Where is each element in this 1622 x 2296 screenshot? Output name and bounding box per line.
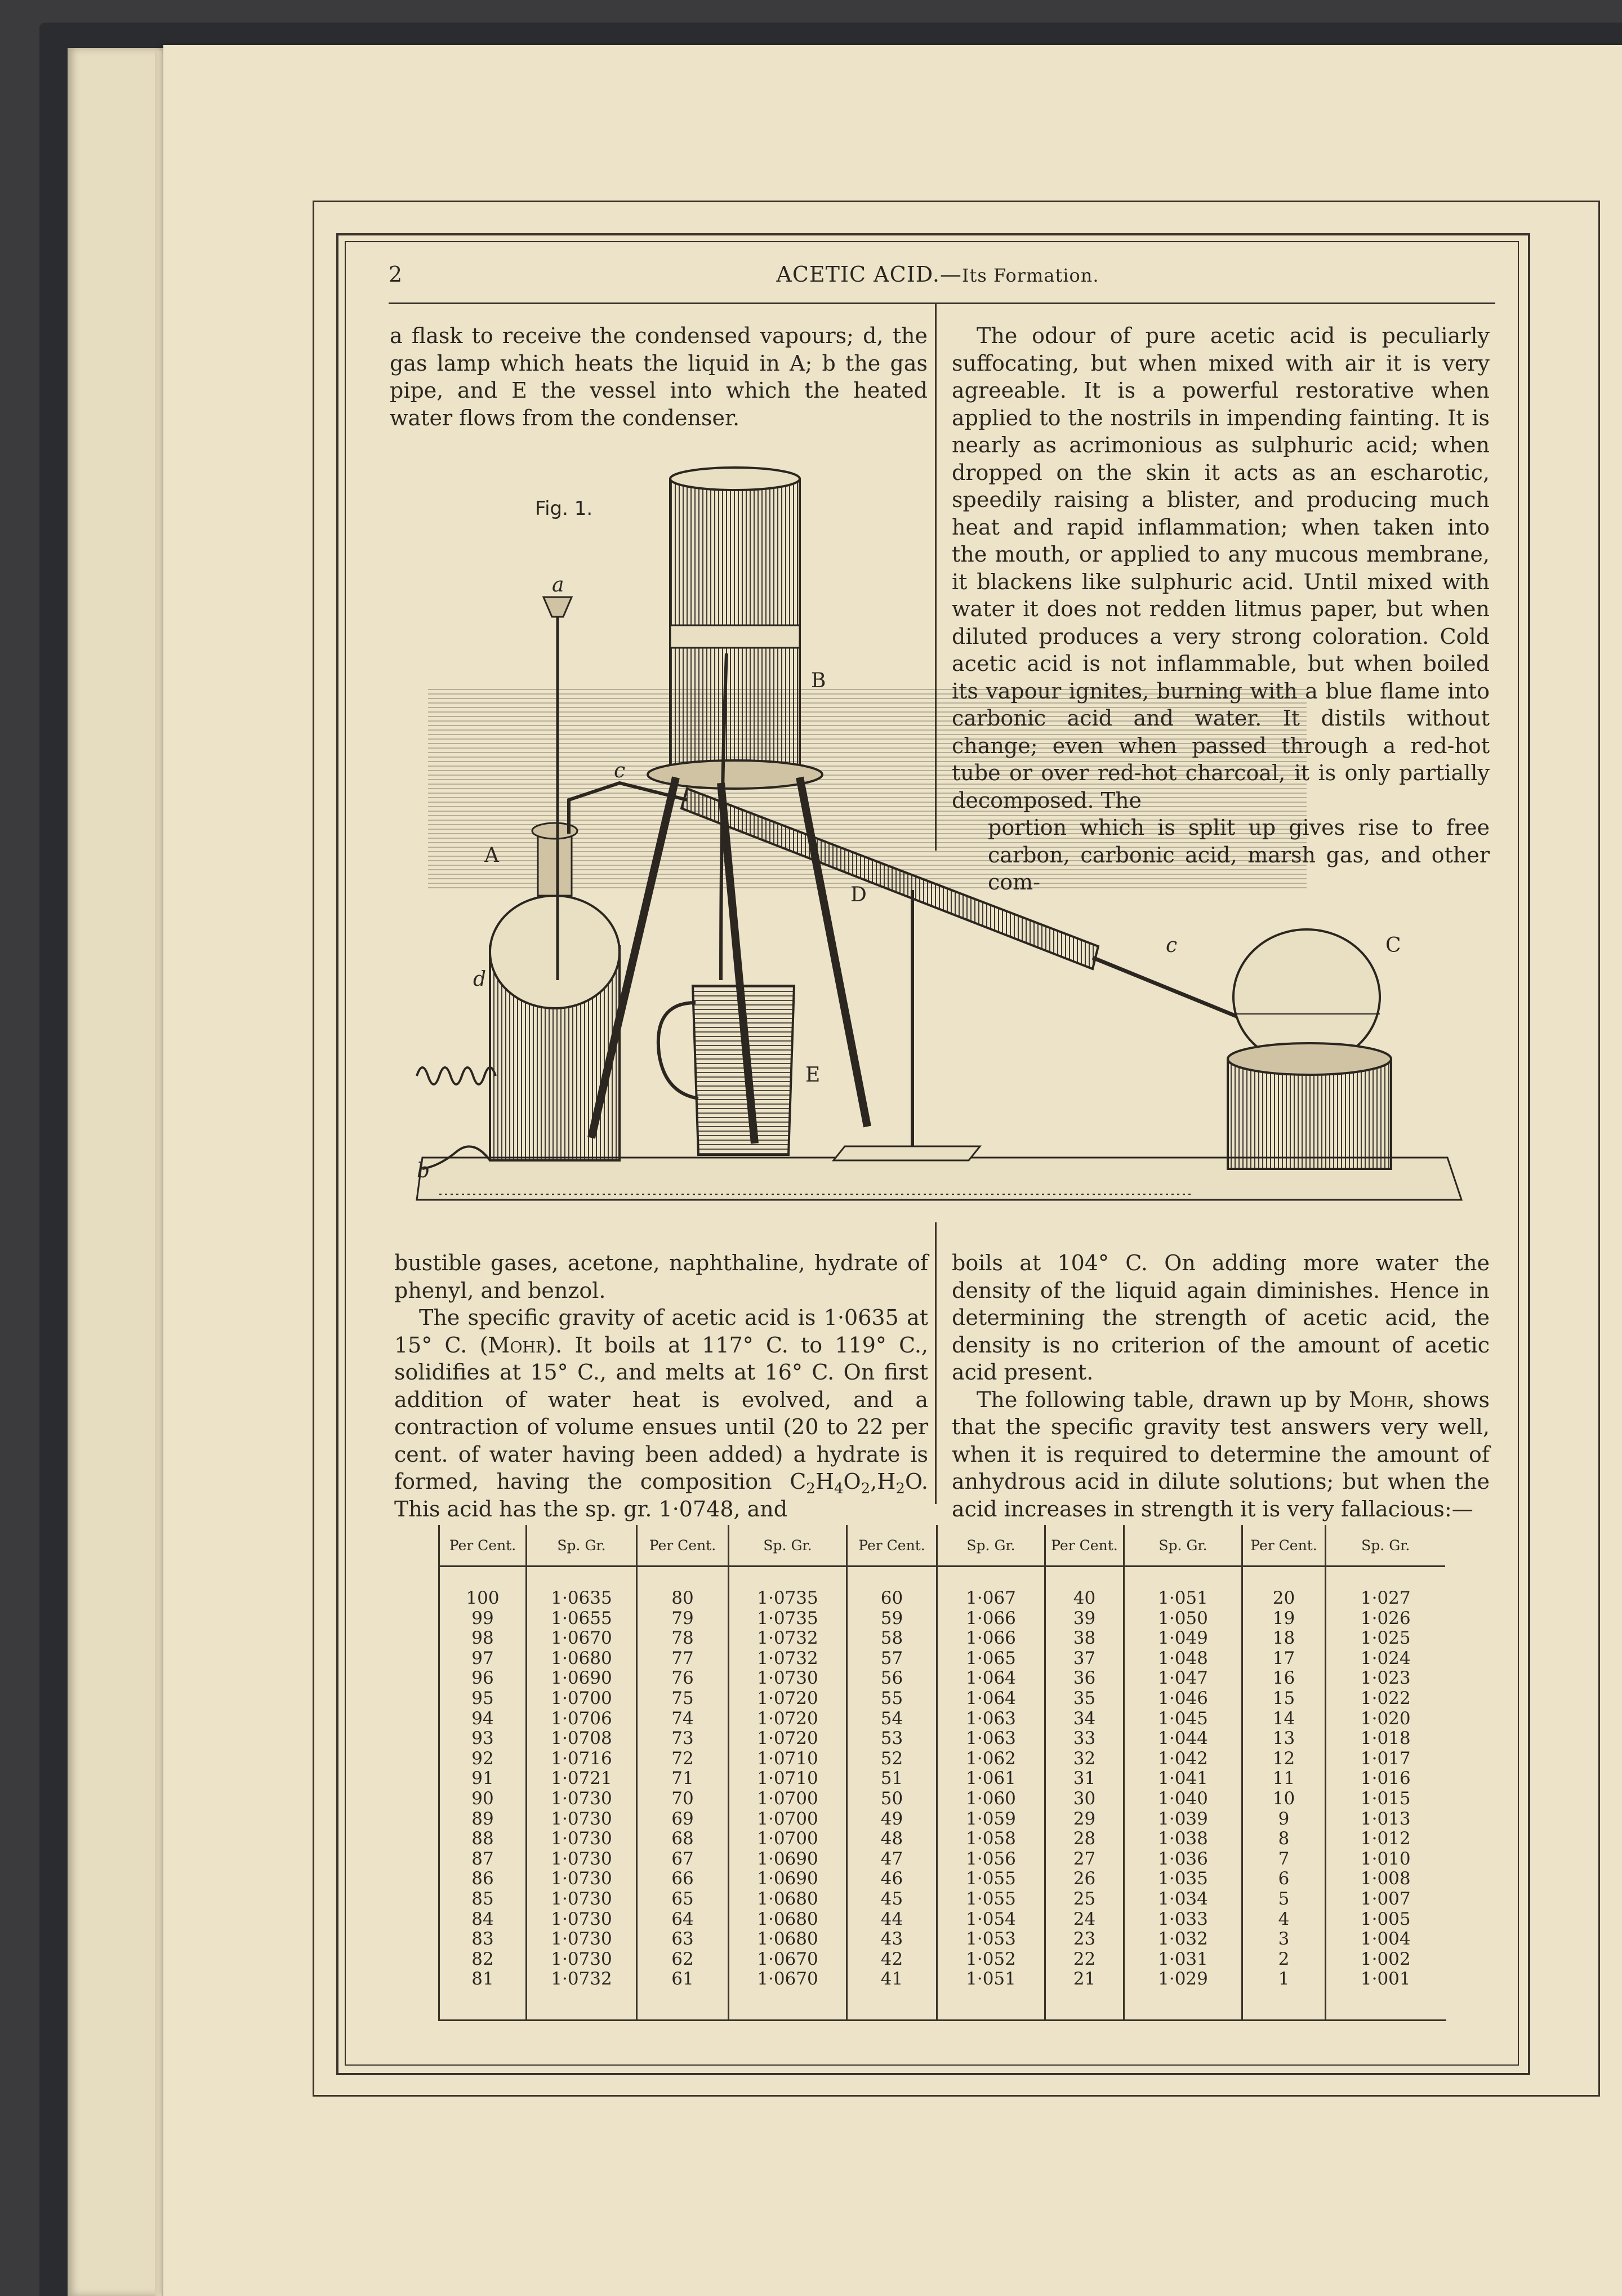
percent-cell: 91 <box>471 1768 494 1789</box>
percent-cell: 71 <box>671 1768 694 1789</box>
percent-cell: 49 <box>880 1808 903 1829</box>
percent-cell: 24 <box>1073 1908 1096 1929</box>
sp-gr-cell: 1·062 <box>966 1748 1016 1769</box>
sp-gr-cell: 1·055 <box>966 1888 1016 1909</box>
percent-cell: 87 <box>471 1848 494 1869</box>
percent-cell: 51 <box>880 1768 903 1789</box>
col-header: Per Cent. <box>847 1525 937 1567</box>
col-header: Sp. Gr. <box>937 1525 1045 1567</box>
paragraph: a flask to receive the condensed vapours; d, the gas lamp which heats the liquid in A; b the gas pipe, and E the vessel into which the heated water flows from the condenser. <box>390 323 928 430</box>
label-c2: c <box>1166 934 1178 957</box>
col-header: Per Cent. <box>1242 1525 1326 1567</box>
sp-gr-cell: 1·0700 <box>551 1688 612 1708</box>
title-main: ACETIC ACID.— <box>776 262 962 287</box>
percent-cell: 100 <box>466 1588 500 1608</box>
sp-gr-cell: 1·066 <box>966 1608 1016 1628</box>
sp-gr-cell: 1·054 <box>966 1908 1016 1929</box>
sp-gr-cell: 1·015 <box>1360 1788 1411 1809</box>
specific-gravity-table <box>438 1525 1444 2021</box>
percent-cell: 78 <box>671 1628 694 1649</box>
percent-cell: 31 <box>1073 1768 1096 1789</box>
percent-cell: 6 <box>1278 1868 1290 1889</box>
percent-cell: 79 <box>671 1608 694 1628</box>
percent-cell: 12 <box>1272 1748 1295 1769</box>
percent-cell: 88 <box>471 1828 494 1849</box>
percent-cell: 69 <box>671 1808 694 1829</box>
sp-gr-cell: 1·008 <box>1360 1868 1411 1889</box>
percent-cell: 80 <box>671 1588 694 1608</box>
percent-cell: 17 <box>1272 1648 1295 1668</box>
percent-cell: 68 <box>671 1828 694 1849</box>
percent-cell: 63 <box>671 1929 694 1950</box>
sp-gr-cell: 1·010 <box>1360 1848 1411 1869</box>
percent-cell: 8 <box>1278 1828 1290 1849</box>
sp-gr-cell: 1·042 <box>1158 1748 1208 1769</box>
percent-cell: 30 <box>1073 1788 1096 1809</box>
top-left-text <box>390 322 928 431</box>
sp-gr-cell: 1·035 <box>1158 1868 1208 1889</box>
percent-cell: 54 <box>880 1708 903 1729</box>
percent-cell: 93 <box>471 1728 494 1749</box>
sp-gr-cell: 1·067 <box>966 1588 1016 1608</box>
sp-gr-cell: 1·0708 <box>551 1728 612 1749</box>
sp-gr-cell: 1·005 <box>1360 1908 1411 1929</box>
sp-gr-cell: 1·0720 <box>757 1728 818 1749</box>
percent-cell: 95 <box>471 1688 494 1708</box>
author-mohr: Mohr <box>488 1332 547 1358</box>
sp-gr-cell: 1·052 <box>966 1948 1016 1969</box>
percent-cell: 84 <box>471 1908 494 1929</box>
percent-cell: 16 <box>1272 1668 1295 1689</box>
percent-cell: 41 <box>880 1969 903 1990</box>
percent-cell: 52 <box>880 1748 903 1769</box>
table-row <box>439 1567 1445 2021</box>
percent-cell: 38 <box>1073 1628 1096 1649</box>
percent-cell: 89 <box>471 1808 494 1829</box>
sp-gr-cell: 1·0730 <box>551 1908 612 1929</box>
sp-gr-cell: 1·013 <box>1360 1808 1411 1829</box>
sp-gr-cell: 1·032 <box>1158 1929 1208 1950</box>
sp-gr-cell: 1·0732 <box>551 1969 612 1990</box>
sp-gr-cell: 1·059 <box>966 1808 1016 1829</box>
jug-E <box>693 986 794 1155</box>
sp-gr-cell: 1·004 <box>1360 1929 1411 1950</box>
sp-gr-cell: 1·026 <box>1360 1608 1411 1628</box>
percent-cell: 92 <box>471 1748 494 1769</box>
percent-cell: 74 <box>671 1708 694 1729</box>
percent-cell: 3 <box>1278 1929 1290 1950</box>
percent-cell: 42 <box>880 1948 903 1969</box>
percent-cell: 1 <box>1278 1969 1290 1990</box>
percent-cell: 33 <box>1073 1728 1096 1749</box>
sp-gr-cell: 1·023 <box>1360 1668 1411 1689</box>
sp-gr-cell: 1·0700 <box>757 1808 818 1829</box>
percent-cell: 67 <box>671 1848 694 1869</box>
percent-cell: 9 <box>1278 1808 1290 1829</box>
percent-cell: 86 <box>471 1868 494 1889</box>
percent-cell: 27 <box>1073 1848 1096 1869</box>
percent-cell: 5 <box>1278 1888 1290 1909</box>
percent-cell: 44 <box>880 1908 903 1929</box>
percent-cell: 28 <box>1073 1828 1096 1849</box>
sp-gr-cell: 1·051 <box>966 1969 1016 1990</box>
sp-gr-cell: 1·038 <box>1158 1828 1208 1849</box>
percent-cell: 55 <box>880 1688 903 1708</box>
percent-cell: 39 <box>1073 1608 1096 1628</box>
sp-gr-cell: 1·0670 <box>757 1948 818 1969</box>
sp-gr-cell: 1·046 <box>1158 1688 1208 1708</box>
sp-gr-cell: 1·0670 <box>757 1969 818 1990</box>
sp-gr-cell: 1·0720 <box>757 1708 818 1729</box>
sp-gr-cell: 1·064 <box>966 1688 1016 1708</box>
column-rule-bottom <box>935 1222 937 1504</box>
sp-gr-cell: 1·0680 <box>757 1929 818 1950</box>
paragraph: The odour of pure acetic acid is peculiarly suffocating, but when mixed with air it is very agreeable. It is a powerful restorative when applied to the nostrils in impending fainting. It is nearly as acrimonious as sulphuric acid; when dropped on the skin it acts as an escharotic, speedily raising a blister, and producing much heat and rapid inflammation; when taken into the mouth, or applied to any mucous membrane, it blackens like sulphuric acid. Until mixed with water it does not redden litmus paper, but when diluted produces a very strong coloration. Cold acetic acid is not inflammable, but when boiled its vapour ignites, burning with a blue flame into carbonic acid and water. It distils without change; even when passed through a red-hot tube or over red-hot charcoal, it is only partially decomposed. The <box>952 323 1490 813</box>
paragraph: boils at 104° C. On adding more water the density of the liquid again diminishes. Hence in determining the strength of acetic acid, the density is no criterion of the amount of acetic acid present. <box>952 1251 1490 1385</box>
sp-gr-cell: 1·0680 <box>757 1908 818 1929</box>
percent-cell: 11 <box>1272 1768 1295 1789</box>
sp-gr-cell: 1·0720 <box>757 1688 818 1708</box>
sp-gr-cell: 1·012 <box>1360 1828 1411 1849</box>
percent-cell: 22 <box>1073 1948 1096 1969</box>
bottom-left-text <box>394 1249 928 1523</box>
sp-gr-cell: 1·020 <box>1360 1708 1411 1729</box>
percent-column <box>637 1567 729 2021</box>
running-head <box>389 262 1487 296</box>
percent-cell: 96 <box>471 1668 494 1689</box>
percent-column <box>847 1567 937 2021</box>
col-header: Sp. Gr. <box>729 1525 847 1567</box>
sp-gr-cell: 1·060 <box>966 1788 1016 1809</box>
sp-gr-cell: 1·034 <box>1158 1888 1208 1909</box>
sp-gr-column <box>729 1567 847 2021</box>
percent-cell: 45 <box>880 1888 903 1909</box>
sp-gr-column <box>1326 1567 1445 2021</box>
sp-gr-cell: 1·024 <box>1360 1648 1411 1668</box>
percent-cell: 62 <box>671 1948 694 1969</box>
sp-gr-cell: 1·0710 <box>757 1748 818 1769</box>
sp-gr-cell: 1·051 <box>1158 1588 1208 1608</box>
sp-gr-cell: 1·0700 <box>757 1828 818 1849</box>
percent-cell: 90 <box>471 1788 494 1809</box>
percent-cell: 72 <box>671 1748 694 1769</box>
percent-cell: 59 <box>880 1608 903 1628</box>
percent-cell: 99 <box>471 1608 494 1628</box>
percent-cell: 46 <box>880 1868 903 1889</box>
sp-gr-cell: 1·0730 <box>757 1668 818 1689</box>
sp-gr-cell: 1·022 <box>1360 1688 1411 1708</box>
sp-gr-cell: 1·0730 <box>551 1868 612 1889</box>
percent-cell: 40 <box>1073 1588 1096 1608</box>
sp-gr-cell: 1·039 <box>1158 1808 1208 1829</box>
sp-gr-cell: 1·0732 <box>757 1628 818 1649</box>
sp-gr-column <box>1124 1567 1242 2021</box>
sp-gr-cell: 1·047 <box>1158 1668 1208 1689</box>
percent-cell: 83 <box>471 1929 494 1950</box>
sp-gr-cell: 1·055 <box>966 1868 1016 1889</box>
percent-cell: 97 <box>471 1648 494 1668</box>
sp-gr-cell: 1·0680 <box>551 1648 612 1668</box>
sp-gr-cell: 1·0716 <box>551 1748 612 1769</box>
sp-gr-cell: 1·0690 <box>757 1848 818 1869</box>
sp-gr-cell: 1·031 <box>1158 1948 1208 1969</box>
sp-gr-cell: 1·063 <box>966 1728 1016 1749</box>
percent-cell: 32 <box>1073 1748 1096 1769</box>
col-header: Per Cent. <box>637 1525 729 1567</box>
paragraph: bustible gases, acetone, naphthaline, hydrate of phenyl, and benzol. <box>394 1251 928 1303</box>
col-header: Sp. Gr. <box>527 1525 637 1567</box>
percent-cell: 13 <box>1272 1728 1295 1749</box>
percent-cell: 21 <box>1073 1969 1096 1990</box>
label-E: E <box>805 1064 821 1087</box>
percent-cell: 98 <box>471 1628 494 1649</box>
sp-gr-cell: 1·007 <box>1360 1888 1411 1909</box>
percent-cell: 48 <box>880 1828 903 1849</box>
percent-column <box>1242 1567 1326 2021</box>
label-A: A <box>484 844 499 867</box>
percent-cell: 14 <box>1272 1708 1295 1729</box>
percent-cell: 18 <box>1272 1628 1295 1649</box>
percent-cell: 10 <box>1272 1788 1295 1809</box>
formula: $C_2H_4O_2,H_2O$. <box>790 1469 928 1497</box>
percent-cell: 36 <box>1073 1668 1096 1689</box>
percent-cell: 85 <box>471 1888 494 1909</box>
percent-cell: 75 <box>671 1688 694 1708</box>
sp-gr-cell: 1·027 <box>1360 1588 1411 1608</box>
percent-cell: 29 <box>1073 1808 1096 1829</box>
percent-cell: 73 <box>671 1728 694 1749</box>
sp-gr-cell: 1·0700 <box>757 1788 818 1809</box>
sp-gr-cell: 1·0706 <box>551 1708 612 1729</box>
sp-gr-cell: 1·0730 <box>551 1828 612 1849</box>
sp-gr-cell: 1·0730 <box>551 1948 612 1969</box>
sp-gr-cell: 1·0721 <box>551 1768 612 1789</box>
sp-gr-cell: 1·0730 <box>551 1848 612 1869</box>
percent-cell: 94 <box>471 1708 494 1729</box>
author-mohr: Mohr <box>1348 1387 1408 1412</box>
percent-cell: 76 <box>671 1668 694 1689</box>
sp-gr-cell: 1·0710 <box>757 1768 818 1789</box>
label-a: a <box>552 573 564 597</box>
sp-gr-cell: 1·017 <box>1360 1748 1411 1769</box>
sp-gr-cell: 1·016 <box>1360 1768 1411 1789</box>
sp-gr-cell: 1·002 <box>1360 1948 1411 1969</box>
percent-cell: 57 <box>880 1648 903 1668</box>
sp-gr-cell: 1·056 <box>966 1848 1016 1869</box>
title-sub: Its Formation. <box>961 265 1099 286</box>
label-d: d <box>473 968 487 991</box>
percent-cell: 15 <box>1272 1688 1295 1708</box>
percent-cell: 53 <box>880 1728 903 1749</box>
percent-cell: 23 <box>1073 1929 1096 1950</box>
sp-gr-cell: 1·029 <box>1158 1969 1208 1990</box>
col-header: Per Cent. <box>439 1525 527 1567</box>
sp-gr-cell: 1·058 <box>966 1828 1016 1849</box>
percent-column <box>439 1567 527 2021</box>
sp-gr-cell: 1·053 <box>966 1929 1016 1950</box>
col-header: Per Cent. <box>1045 1525 1124 1567</box>
percent-cell: 25 <box>1073 1888 1096 1909</box>
sp-gr-cell: 1·0680 <box>757 1888 818 1909</box>
sp-gr-cell: 1·036 <box>1158 1848 1208 1869</box>
table-header-row <box>439 1525 1445 1567</box>
percent-cell: 20 <box>1272 1588 1295 1608</box>
percent-cell: 34 <box>1073 1708 1096 1729</box>
percent-cell: 81 <box>471 1969 494 1990</box>
distillation-apparatus-figure <box>406 462 1464 1228</box>
sp-gr-cell: 1·066 <box>966 1628 1016 1649</box>
sp-gr-cell: 1·065 <box>966 1648 1016 1668</box>
percent-cell: 37 <box>1073 1648 1096 1668</box>
percent-cell: 77 <box>671 1648 694 1668</box>
sp-gr-cell: 1·050 <box>1158 1608 1208 1628</box>
page-number: 2 <box>389 262 403 287</box>
sp-gr-cell: 1·063 <box>966 1708 1016 1729</box>
sp-gr-cell: 1·025 <box>1360 1628 1411 1649</box>
paragraph: The following table, drawn up by Mohr, shows that the specific gravity test answers very well, when it is required to determine the amount of anhydrous acid in dilute solutions; but when the acid increases in strength it is very fallacious:— <box>952 1387 1490 1521</box>
percent-cell: 4 <box>1278 1908 1290 1929</box>
sp-gr-column <box>937 1567 1045 2021</box>
sp-gr-cell: 1·0730 <box>551 1788 612 1809</box>
label-B: B <box>811 669 826 692</box>
label-D: D <box>850 883 867 906</box>
sp-gr-cell: 1·033 <box>1158 1908 1208 1929</box>
sp-gr-cell: 1·0635 <box>551 1588 612 1608</box>
label-C: C <box>1385 934 1401 957</box>
percent-cell: 58 <box>880 1628 903 1649</box>
percent-cell: 65 <box>671 1888 694 1909</box>
percent-cell: 70 <box>671 1788 694 1809</box>
page-title <box>389 262 1487 287</box>
label-c1: c <box>614 759 626 782</box>
percent-cell: 50 <box>880 1788 903 1809</box>
sp-gr-cell: 1·0670 <box>551 1628 612 1649</box>
percent-cell: 26 <box>1073 1868 1096 1889</box>
col-header: Sp. Gr. <box>1326 1525 1445 1567</box>
percent-cell: 35 <box>1073 1688 1096 1708</box>
sp-gr-column <box>527 1567 637 2021</box>
sp-gr-cell: 1·0655 <box>551 1608 612 1628</box>
sp-gr-cell: 1·001 <box>1360 1969 1411 1990</box>
figure-label: Fig. 1. <box>535 497 593 520</box>
percent-cell: 64 <box>671 1908 694 1929</box>
percent-cell: 47 <box>880 1848 903 1869</box>
header-rule <box>389 302 1495 304</box>
sp-gr-cell: 1·049 <box>1158 1628 1208 1649</box>
sp-gr-cell: 1·0690 <box>757 1868 818 1889</box>
percent-cell: 2 <box>1278 1948 1290 1969</box>
sp-gr-cell: 1·048 <box>1158 1648 1208 1668</box>
paragraph-indented: portion which is split up gives rise to free carbon, carbonic acid, marsh gas, and other com- <box>988 815 1490 895</box>
sp-gr-cell: 1·040 <box>1158 1788 1208 1809</box>
sp-gr-cell: 1·064 <box>966 1668 1016 1689</box>
percent-cell: 7 <box>1278 1848 1290 1869</box>
sp-gr-cell: 1·0730 <box>551 1808 612 1829</box>
sp-gr-cell: 1·061 <box>966 1768 1016 1789</box>
percent-cell: 43 <box>880 1929 903 1950</box>
sp-gr-cell: 1·0735 <box>757 1588 818 1608</box>
sp-gr-cell: 1·0735 <box>757 1608 818 1628</box>
sp-gr-cell: 1·045 <box>1158 1708 1208 1729</box>
sp-gr-cell: 1·0730 <box>551 1929 612 1950</box>
sp-gr-cell: 1·018 <box>1360 1728 1411 1749</box>
sp-gr-cell: 1·0730 <box>551 1888 612 1909</box>
percent-cell: 56 <box>880 1668 903 1689</box>
sp-gr-cell: 1·041 <box>1158 1768 1208 1789</box>
label-b: b <box>417 1159 430 1182</box>
percent-cell: 19 <box>1272 1608 1295 1628</box>
paragraph: The specific gravity of acetic acid is 1·0635 at 15° C. (Mohr). It boils at 117° C. to 119° C., solidifies at 15° C., and melts at 16° C. On first addition of water heat is evolved, and a contraction of volume ensues until (20 to 22 per cent. of water having been added) a hydrate is formed, having the composition $C_2H_4O_2,H_2O$. This acid has the sp. gr. 1·0748, and <box>394 1305 928 1521</box>
sp-gr-cell: 1·0732 <box>757 1648 818 1668</box>
percent-cell: 60 <box>880 1588 903 1608</box>
page-fold <box>155 51 162 2296</box>
sp-gr-cell: 1·0690 <box>551 1668 612 1689</box>
percent-cell: 66 <box>671 1868 694 1889</box>
col-header: Sp. Gr. <box>1124 1525 1242 1567</box>
percent-cell: 82 <box>471 1948 494 1969</box>
bottom-right-text <box>952 1249 1490 1523</box>
sp-gr-cell: 1·044 <box>1158 1728 1208 1749</box>
percent-column <box>1045 1567 1124 2021</box>
percent-cell: 61 <box>671 1969 694 1990</box>
table-bottom-rule <box>438 2019 1446 2021</box>
